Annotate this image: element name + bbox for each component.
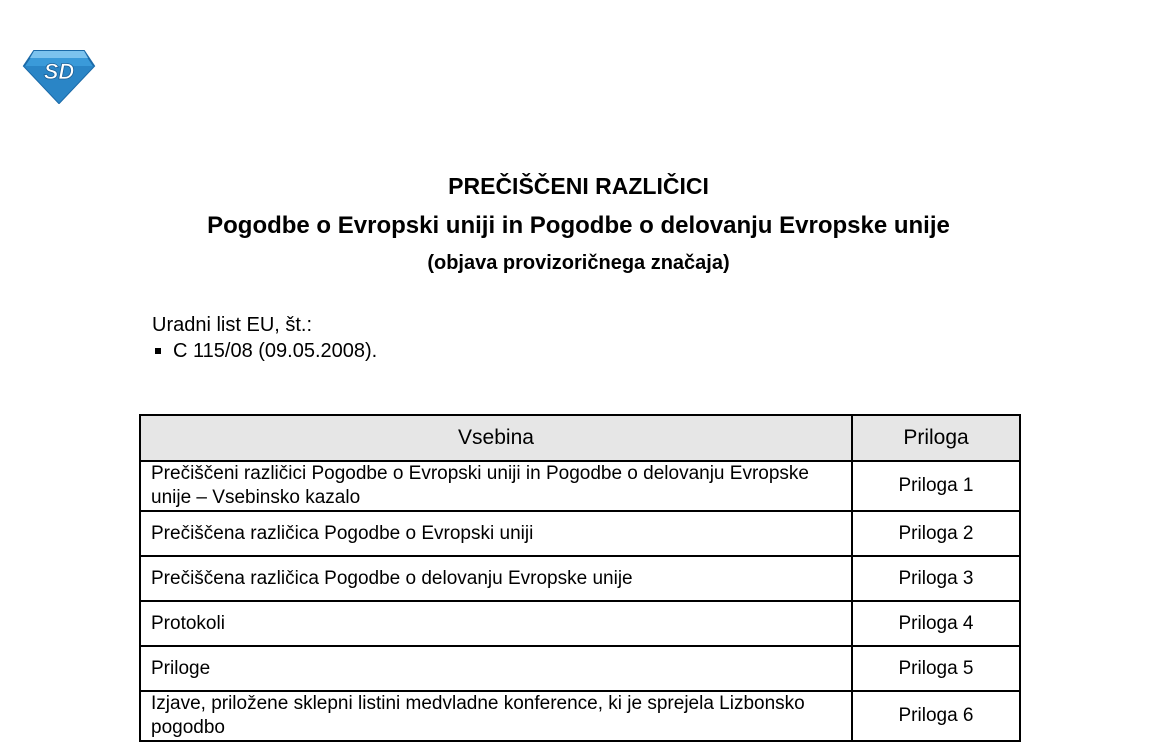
row-content: Priloge <box>140 646 852 691</box>
row-content: Prečiščeni različici Pogodbe o Evropski uniji in Pogodbe o delovanju Evropske unije – Vsebinsko kazalo <box>140 461 852 511</box>
row-content: Prečiščena različica Pogodbe o delovanju Evropske unije <box>140 556 852 601</box>
header-content: Vsebina <box>140 415 852 461</box>
logo-icon <box>22 48 96 104</box>
row-annex: Priloga 3 <box>852 556 1020 601</box>
header-annex: Priloga <box>852 415 1020 461</box>
row-annex: Priloga 4 <box>852 601 1020 646</box>
svg-text:SD: SD <box>43 59 75 84</box>
table-row <box>140 646 1020 691</box>
row-annex: Priloga 2 <box>852 511 1020 556</box>
bullet-icon <box>155 348 161 354</box>
row-content: Izjave, priložene sklepni listini medvladne konference, ki je sprejela Lizbonsko pogodbo <box>140 691 852 741</box>
document-subtitle: Pogodbe o Evropski uniji in Pogodbe o delovanju Evropske unije <box>207 212 950 239</box>
table-row <box>140 511 1020 556</box>
row-annex: Priloga 5 <box>852 646 1020 691</box>
table-row <box>140 691 1020 741</box>
document-note: (objava provizoričnega značaja) <box>427 252 730 274</box>
table-row <box>140 601 1020 646</box>
document-title: PREČIŠČENI RAZLIČICI <box>448 173 709 199</box>
table-row <box>140 556 1020 601</box>
source-item-text: C 115/08 (09.05.2008). <box>173 340 378 362</box>
row-content: Prečiščena različica Pogodbe o Evropski uniji <box>140 511 852 556</box>
table-header-row <box>140 415 1020 461</box>
row-annex: Priloga 6 <box>852 691 1020 741</box>
contents-table <box>139 414 1021 742</box>
source-reference <box>152 312 377 364</box>
row-content: Protokoli <box>140 601 852 646</box>
source-list-item <box>152 338 377 364</box>
row-annex: Priloga 1 <box>852 461 1020 511</box>
source-label: Uradni list EU, št.: <box>152 314 313 336</box>
table-row <box>140 461 1020 511</box>
